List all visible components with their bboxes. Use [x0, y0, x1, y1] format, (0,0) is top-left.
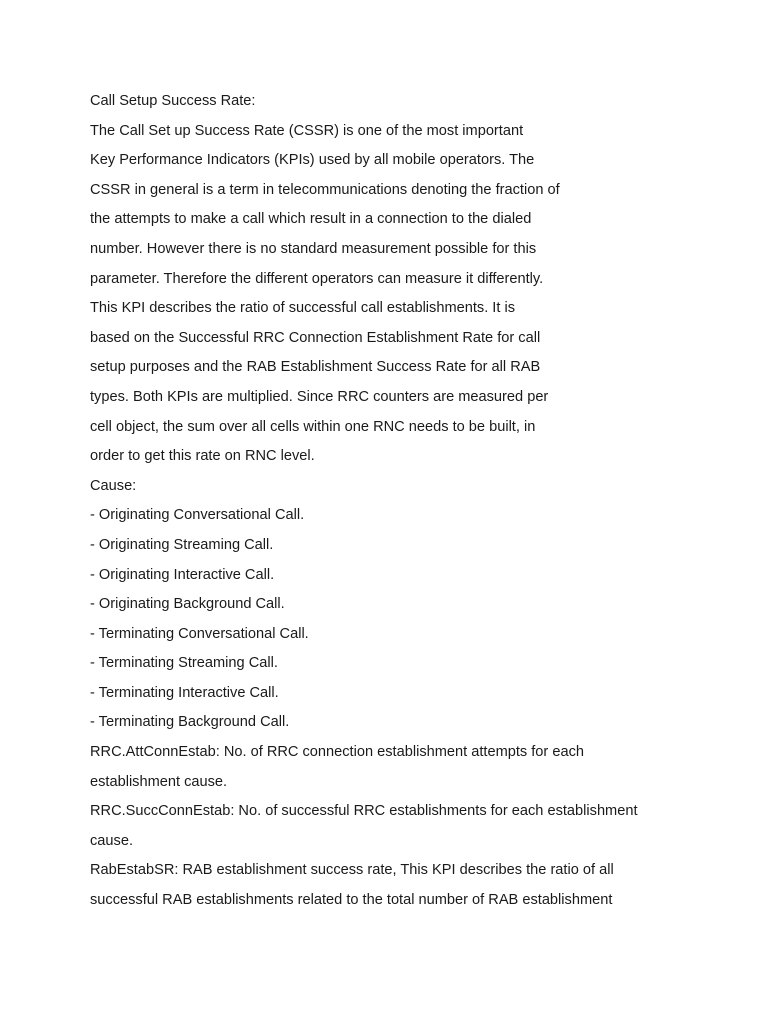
cause-list-item: - Originating Conversational Call. — [90, 507, 305, 524]
cause-list-item: - Originating Background Call. — [90, 596, 285, 613]
cause-list-item: - Terminating Streaming Call. — [90, 655, 278, 672]
paragraph-line: CSSR in general is a term in telecommunications denoting the fraction of — [90, 181, 560, 198]
section-heading: Call Setup Success Rate: — [90, 93, 256, 109]
paragraph-line: cell object, the sum over all cells within one RNC needs to be built, in — [90, 418, 536, 435]
counter-definition-line: RRC.SuccConnEstab: No. of successful RRC establishments for each establishment — [90, 803, 638, 820]
counter-definition-line: RRC.AttConnEstab: No. of RRC connection establishment attempts for each — [90, 744, 584, 761]
counter-definition-line: establishment cause. — [90, 773, 228, 790]
paragraph-line: This KPI describes the ratio of successful call establishments. It is — [90, 300, 516, 317]
paragraph-line: parameter. Therefore the different operators can measure it differently. — [90, 270, 544, 287]
paragraph-line: number. However there is no standard measurement possible for this — [90, 240, 537, 257]
cause-heading: Cause: — [90, 477, 137, 494]
cause-list-item: - Terminating Background Call. — [90, 714, 290, 731]
paragraph-line: Key Performance Indicators (KPIs) used by all mobile operators. The — [90, 152, 535, 169]
cause-list-item: - Terminating Interactive Call. — [90, 684, 279, 701]
counter-definition-line: RabEstabSR: RAB establishment success rate, This KPI describes the ratio of all — [90, 862, 614, 879]
paragraph-line: based on the Successful RRC Connection Establishment Rate for call — [90, 329, 541, 346]
paragraph-line: order to get this rate on RNC level. — [90, 448, 315, 465]
counter-definition-line: cause. — [90, 832, 133, 849]
paragraph-line: The Call Set up Success Rate (CSSR) is one of the most important — [90, 122, 524, 139]
cause-list-item: - Originating Streaming Call. — [90, 536, 274, 553]
cause-list-item: - Originating Interactive Call. — [90, 566, 275, 583]
cause-list-item: - Terminating Conversational Call. — [90, 625, 309, 642]
paragraph-line: the attempts to make a call which result in a connection to the dialed — [90, 211, 532, 228]
counter-definition-line: successful RAB establishments related to the total number of RAB establishment — [90, 892, 613, 909]
document-body — [90, 87, 690, 916]
paragraph-line: setup purposes and the RAB Establishment Success Rate for all RAB — [90, 359, 541, 376]
paragraph-line: types. Both KPIs are multiplied. Since RRC counters are measured per — [90, 388, 549, 405]
